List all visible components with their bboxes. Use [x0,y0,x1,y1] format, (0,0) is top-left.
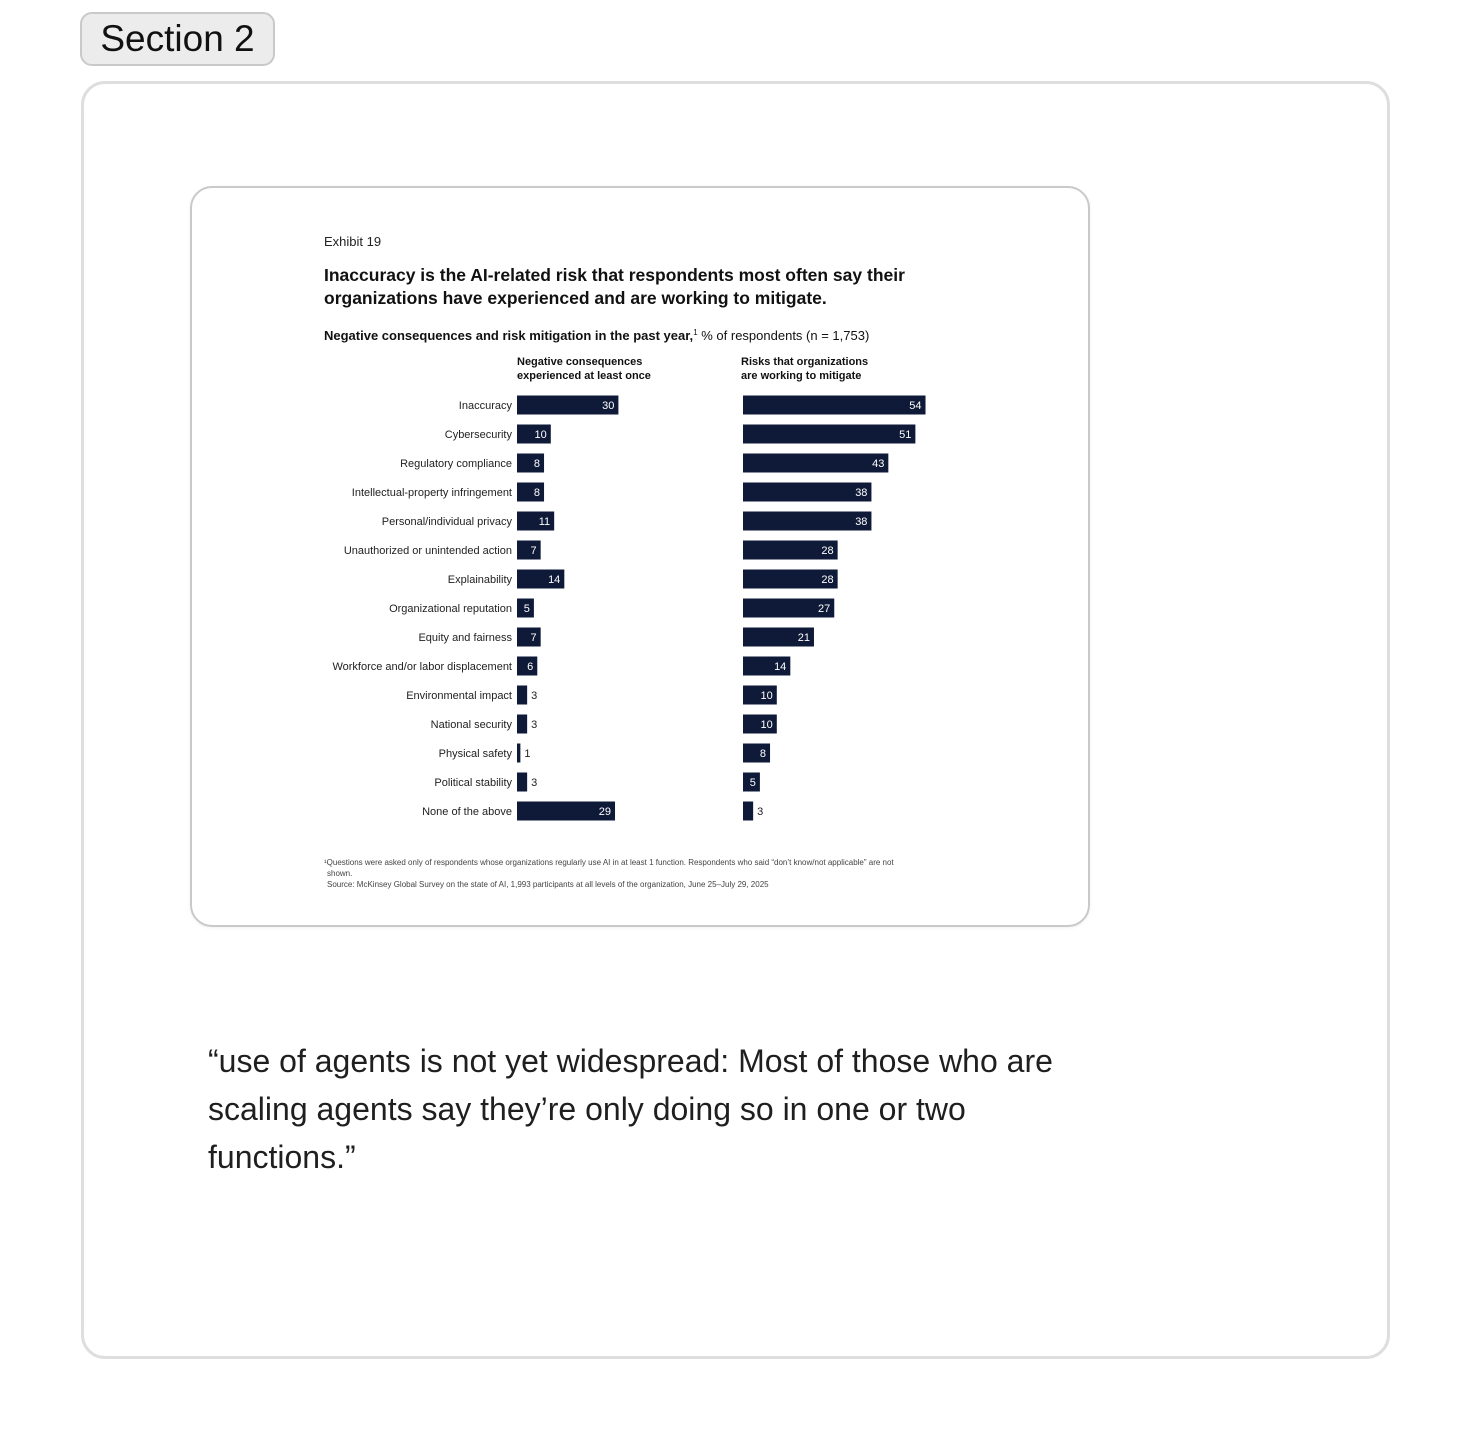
footnote-line2: shown. [327,869,353,878]
series-header-1-line2: experienced at least once [517,370,651,382]
exhibit-chart [192,188,1088,925]
bar-value-label: 38 [855,516,868,528]
bar-risk-mitigation [743,802,753,821]
category-label: Environmental impact [406,690,512,702]
bar-value-label: 29 [598,806,612,818]
chart-subtitle [324,328,869,343]
bar-value-label: 8 [759,748,767,760]
category-label: None of the above [422,806,512,818]
bar-value-label: 38 [855,487,868,499]
category-label: Intellectual-property infringement [351,487,512,499]
bar-value-label: 43 [872,458,885,470]
bar-value-label: 14 [548,574,561,586]
chart-title-line2: organizations have experienced and are working to mitigate. [324,288,827,308]
category-label: Explainability [447,574,512,586]
category-label: Equity and fairness [418,632,512,644]
series-header-2-line1: Risks that organizations [741,356,869,368]
bar-value-label: 3 [757,806,764,818]
bar-value-label: 51 [899,429,912,441]
bar-value-label: 14 [774,661,787,673]
bar-risk-mitigation [743,512,871,531]
category-label: Regulatory compliance [400,458,512,470]
category-label: Personal/individual privacy [381,516,512,528]
bar-risk-mitigation [743,396,926,415]
bar-value-label: 28 [821,545,834,557]
bar-negative-consequences [517,773,527,792]
bar-value-label: 3 [531,690,538,702]
bar-negative-consequences [517,628,541,647]
category-label: National security [430,719,512,731]
bar-value-label: 6 [527,661,534,673]
category-label: Organizational reputation [389,603,512,615]
bar-value-label: 28 [821,574,834,586]
bar-value-label: 8 [533,458,541,470]
chart-subtitle-rest: % of respondents (n = 1,753) [697,328,870,343]
category-label: Unauthorized or unintended action [343,545,512,557]
bar-risk-mitigation [743,483,871,502]
bar-negative-consequences [517,541,541,560]
bar-value-label: 10 [534,429,547,441]
bar-value-label: 10 [760,690,773,702]
exhibit-label: Exhibit 19 [324,234,382,249]
bars-layer [332,396,925,821]
exhibit-figure-card [190,186,1090,927]
section-label: Section 2 [80,12,275,66]
bar-negative-consequences [517,715,527,734]
chart-title-line1: Inaccuracy is the AI-related risk that respondents most often say their [324,265,905,285]
bar-value-label: 3 [531,777,538,789]
bar-value-label: 5 [523,603,530,615]
category-label: Cybersecurity [444,429,512,441]
bar-value-label: 5 [749,777,756,789]
category-label: Political stability [434,777,512,789]
bar-value-label: 3 [531,719,538,731]
quote-text: “use of agents is not yet widespread: Most of those who are scaling agents say they’re only doing so in one or two functions.” [208,1043,1053,1175]
chart-subtitle-sup: 1 [693,328,698,337]
footnote-line1: ¹Questions were asked only of respondents whose organizations regularly use AI in at least 1 function. Respondents who said “don’t know/not applicable” are not [324,858,894,867]
bar-negative-consequences [517,744,520,763]
category-label: Inaccuracy [458,400,512,412]
category-label: Physical safety [438,748,512,760]
series-header-2-line2: are working to mitigate [741,370,862,382]
bar-value-label: 54 [909,400,922,412]
bar-value-label: 7 [530,632,537,644]
series-header-1-line1: Negative consequences [517,356,643,368]
bar-value-label: 8 [533,487,541,499]
category-label: Workforce and/or labor displacement [332,661,512,673]
chart-subtitle-bold: Negative consequences and risk mitigation in the past year, [324,328,694,343]
bar-value-label: 30 [602,400,615,412]
bar-value-label: 21 [797,632,810,644]
bar-risk-mitigation [743,425,915,444]
bar-negative-consequences [517,686,527,705]
bar-value-label: 27 [818,603,831,615]
bar-risk-mitigation [743,454,888,473]
bar-value-label: 7 [530,545,537,557]
source-note: Source: McKinsey Global Survey on the state of AI, 1,993 participants at all levels of the organization, June 25–July 29, 2025 [327,880,769,889]
bar-value-label: 10 [760,719,773,731]
bar-value-label: 1 [524,748,531,760]
bar-value-label: 11 [538,516,551,528]
